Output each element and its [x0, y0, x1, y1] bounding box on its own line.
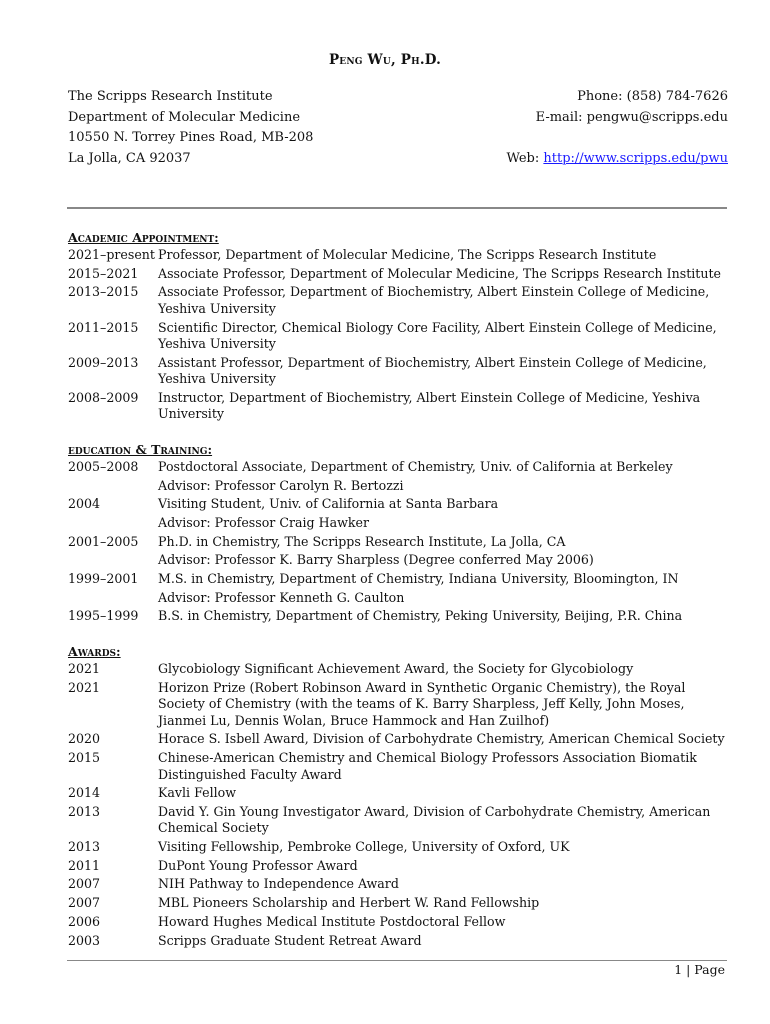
cv-entry [68, 933, 733, 950]
cv-entry [68, 552, 733, 569]
cv-entry [68, 590, 733, 607]
department-line: Department of Molecular Medicine [68, 109, 301, 125]
entry-description: DuPont Young Professor Award [158, 857, 358, 873]
cv-sections [68, 229, 733, 967]
cv-entry [68, 478, 733, 495]
footer-divider [67, 960, 727, 961]
entry-year [68, 590, 158, 607]
entry-description: Horace S. Isbell Award, Division of Carbohydrate Chemistry, American Chemical Society [158, 731, 725, 747]
entry-year: 2008–2009 [68, 389, 139, 405]
entry-description: Ph.D. in Chemistry, The Scripps Research Institute, La Jolla, CA [158, 533, 566, 549]
cv-entry [68, 750, 733, 783]
entry-year: 2011 [68, 857, 101, 873]
entry-year: 1999–2001 [68, 571, 139, 587]
entry-year: 2005–2008 [68, 458, 139, 474]
cv-entry [68, 914, 733, 931]
web-link[interactable]: http://www.scripps.edu/pwu [543, 150, 728, 166]
cv-section [68, 229, 733, 423]
section-heading: Awards: [68, 643, 121, 659]
entry-year: 2006 [68, 913, 101, 929]
cv-entry [68, 496, 733, 513]
cv-section [68, 643, 733, 949]
cv-entry [68, 534, 733, 551]
entry-year: 2001–2005 [68, 533, 139, 549]
web-line [507, 149, 728, 170]
entry-year: 1995–1999 [68, 608, 139, 624]
cv-entry [68, 571, 733, 588]
web-label: Web: [506, 150, 544, 166]
entry-description: M.S. in Chemistry, Department of Chemistry, Indiana University, Bloomington, IN [158, 571, 679, 587]
cv-entry [68, 459, 733, 476]
entry-description: B.S. in Chemistry, Department of Chemistry, Peking University, Beijing, P.R. China [158, 608, 683, 624]
phone-line: Phone: (858) 784-7626 [577, 89, 728, 104]
address-block [68, 87, 313, 169]
institution-line: The Scripps Research Institute [68, 89, 273, 104]
cv-entry [68, 858, 733, 875]
cv-entry [68, 608, 733, 625]
cv-entry [68, 895, 733, 912]
entry-description: Scientific Director, Chemical Biology Core Facility, Albert Einstein College of Medicine, Yeshiva University [158, 319, 717, 352]
contact-block [507, 87, 728, 169]
entry-description: Advisor: Professor Kenneth G. Caulton [158, 589, 405, 605]
email-line: E-mail: pengwu@scripps.edu [535, 109, 728, 125]
cv-entry [68, 876, 733, 893]
entry-year: 2004 [68, 496, 101, 512]
entry-description: MBL Pioneers Scholarship and Herbert W. Rand Fellowship [158, 895, 540, 911]
entry-description: NIH Pathway to Independence Award [158, 876, 399, 892]
entry-year: 2003 [68, 932, 101, 948]
cv-entry [68, 266, 733, 283]
cv-entry [68, 804, 733, 837]
entry-description: Advisor: Professor Carolyn R. Bertozzi [158, 477, 404, 493]
entry-description: David Y. Gin Young Investigator Award, Division of Carbohydrate Chemistry, American Chemical Society [158, 803, 711, 836]
cv-entry [68, 320, 733, 353]
entry-year: 2007 [68, 876, 101, 892]
entry-description: Horizon Prize (Robert Robinson Award in Synthetic Organic Chemistry), the Royal Society of Chemistry (with the teams of K. Barry Sharpless, Jeff Kelly, John Moses, Jianmei Lu, Dennis Wolan, Bruce Hammock and Han Zuilhof) [158, 679, 686, 728]
entry-description: Scripps Graduate Student Retreat Award [158, 932, 422, 948]
entry-description: Professor, Department of Molecular Medicine, The Scripps Research Institute [158, 247, 657, 262]
entry-year: 2013 [68, 803, 101, 819]
entry-year: 2009–2013 [68, 354, 139, 370]
section-heading: education & Training: [68, 441, 213, 457]
entry-year: 2015 [68, 750, 101, 765]
page-number: 1 | Page [674, 962, 725, 977]
cv-entry [68, 661, 733, 678]
cv-entry [68, 247, 733, 264]
entry-description: Associate Professor, Department of Biochemistry, Albert Einstein College of Medicine, Yeshiva University [158, 284, 710, 316]
entry-year: 2020 [68, 731, 101, 747]
entry-description: Instructor, Department of Biochemistry, Albert Einstein College of Medicine, Yeshiva University [158, 389, 701, 422]
entry-year: 2013–2015 [68, 284, 139, 300]
entry-description: Chinese-American Chemistry and Chemical Biology Professors Association Biomatik Distinguished Faculty Award [158, 750, 697, 782]
city-line: La Jolla, CA 92037 [68, 150, 191, 166]
entry-description: Howard Hughes Medical Institute Postdoctoral Fellow [158, 913, 506, 929]
entry-description: Advisor: Professor K. Barry Sharpless (Degree conferred May 2006) [158, 552, 594, 568]
entry-year [68, 515, 158, 532]
cv-entry [68, 515, 733, 532]
cv-entry [68, 731, 733, 748]
entry-year [68, 552, 158, 569]
entry-description: Assistant Professor, Department of Biochemistry, Albert Einstein College of Medicine, Yeshiva University [158, 354, 707, 387]
cv-entry [68, 390, 733, 423]
section-heading: Academic Appointment: [68, 230, 219, 245]
entry-year: 2015–2021 [68, 265, 139, 281]
entry-year [68, 478, 158, 495]
cv-entry [68, 785, 733, 802]
cv-entry [68, 680, 733, 730]
entry-year: 2007 [68, 895, 101, 911]
page-title: Peng Wu, Ph.D. [328, 52, 442, 68]
entry-year: 2013 [68, 839, 101, 855]
entry-description: Glycobiology Significant Achievement Award, the Society for Glycobiology [158, 660, 634, 676]
entry-year: 2021 [68, 679, 101, 695]
entry-year: 2021–present [68, 247, 155, 262]
entry-description: Kavli Fellow [158, 785, 237, 801]
header-divider [67, 207, 727, 209]
street-line: 10550 N. Torrey Pines Road, MB-208 [68, 130, 314, 145]
entry-description: Visiting Fellowship, Pembroke College, University of Oxford, UK [158, 839, 570, 855]
cv-entry [68, 284, 733, 317]
cv-entry [68, 355, 733, 388]
entry-year: 2011–2015 [68, 319, 139, 335]
cv-entry [68, 839, 733, 856]
entry-description: Associate Professor, Department of Molecular Medicine, The Scripps Research Institute [158, 265, 721, 281]
entry-description: Postdoctoral Associate, Department of Chemistry, Univ. of California at Berkeley [158, 458, 673, 474]
entry-description: Advisor: Professor Craig Hawker [158, 515, 369, 530]
entry-description: Visiting Student, Univ. of California at Santa Barbara [158, 496, 499, 512]
entry-year: 2014 [68, 785, 101, 801]
entry-year: 2021 [68, 660, 101, 676]
cv-section [68, 441, 733, 625]
